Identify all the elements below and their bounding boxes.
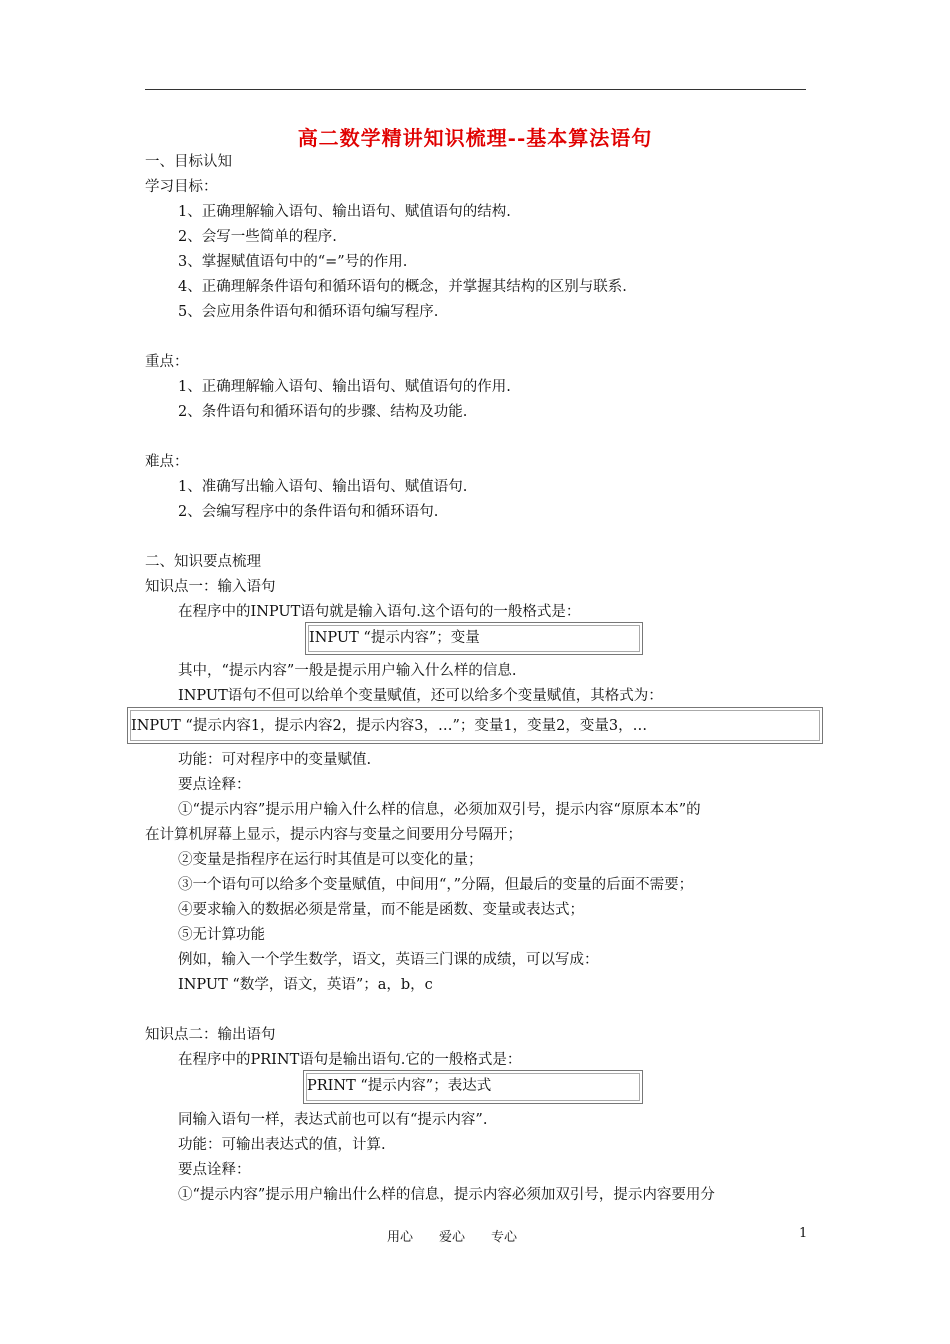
header-rule	[145, 89, 806, 90]
key-label: 重点：	[145, 354, 189, 370]
paragraph: 要点诠释：	[178, 1162, 251, 1178]
goals-label: 学习目标：	[145, 179, 218, 195]
difficult-item: 1、准确写出输入语句、输出语句、赋值语句.	[178, 479, 468, 495]
difficult-label: 难点：	[145, 454, 189, 470]
paragraph: ②变量是指程序在运行时其值是可以变化的量；	[178, 852, 483, 868]
code-example: INPUT “数学，语文，英语”；a，b，c	[178, 977, 433, 993]
paragraph: 要点诠释：	[178, 777, 251, 793]
paragraph: ①“提示内容”提示用户输入什么样的信息，必须加双引号，提示内容“原原本本”的	[178, 802, 701, 818]
section-heading: 一、目标认知	[145, 154, 232, 170]
goal-item: 2、会写一些简单的程序.	[178, 229, 337, 245]
goal-item: 1、正确理解输入语句、输出语句、赋值语句的结构.	[178, 204, 511, 220]
page-number: 1	[799, 1226, 808, 1241]
paragraph: 同输入语句一样，表达式前也可以有“提示内容”.	[178, 1112, 488, 1128]
paragraph: 功能：可输出表达式的值，计算.	[178, 1137, 386, 1153]
paragraph: 在计算机屏幕上显示，提示内容与变量之间要用分号隔开；	[145, 827, 522, 843]
paragraph: 在程序中的INPUT语句就是输入语句.这个语句的一般格式是：	[178, 604, 581, 620]
syntax-box: INPUT “提示内容1，提示内容2，提示内容3，…”；变量1，变量2，变量3，…	[127, 707, 823, 744]
difficult-item: 2、会编写程序中的条件语句和循环语句.	[178, 504, 439, 520]
goal-item: 3、掌握赋值语句中的“=”号的作用.	[178, 254, 408, 270]
page-title: 高二数学精讲知识梳理--基本算法语句	[297, 126, 653, 150]
goal-item: 4、正确理解条件语句和循环语句的概念，并掌握其结构的区别与联系.	[178, 279, 627, 295]
key-item: 1、正确理解输入语句、输出语句、赋值语句的作用.	[178, 379, 511, 395]
knowledge-heading: 知识点二：输出语句	[145, 1027, 276, 1043]
paragraph: ⑤无计算功能	[178, 927, 265, 943]
goal-item: 5、会应用条件语句和循环语句编写程序.	[178, 304, 439, 320]
footer-motto: 用心 爱心 专心	[387, 1230, 518, 1245]
paragraph: 例如，输入一个学生数学，语文，英语三门课的成绩，可以写成：	[178, 952, 599, 968]
paragraph: 功能：可对程序中的变量赋值.	[178, 752, 372, 768]
syntax-box: INPUT “提示内容”；变量	[305, 622, 643, 655]
key-item: 2、条件语句和循环语句的步骤、结构及功能.	[178, 404, 468, 420]
paragraph: ④要求输入的数据必须是常量，而不能是函数、变量或表达式；	[178, 902, 584, 918]
paragraph: ③一个语句可以给多个变量赋值，中间用“，”分隔，但最后的变量的后面不需要；	[178, 877, 694, 893]
paragraph: 其中，“提示内容”一般是提示用户输入什么样的信息.	[178, 663, 517, 679]
paragraph: ①“提示内容”提示用户输出什么样的信息，提示内容必须加双引号，提示内容要用分	[178, 1187, 715, 1203]
paragraph: INPUT语句不但可以给单个变量赋值，还可以给多个变量赋值，其格式为：	[178, 688, 663, 704]
section-heading: 二、知识要点梳理	[145, 554, 261, 570]
syntax-box: PRINT “提示内容”；表达式	[303, 1070, 643, 1104]
knowledge-heading: 知识点一：输入语句	[145, 579, 276, 595]
paragraph: 在程序中的PRINT语句是输出语句.它的一般格式是：	[178, 1052, 522, 1068]
